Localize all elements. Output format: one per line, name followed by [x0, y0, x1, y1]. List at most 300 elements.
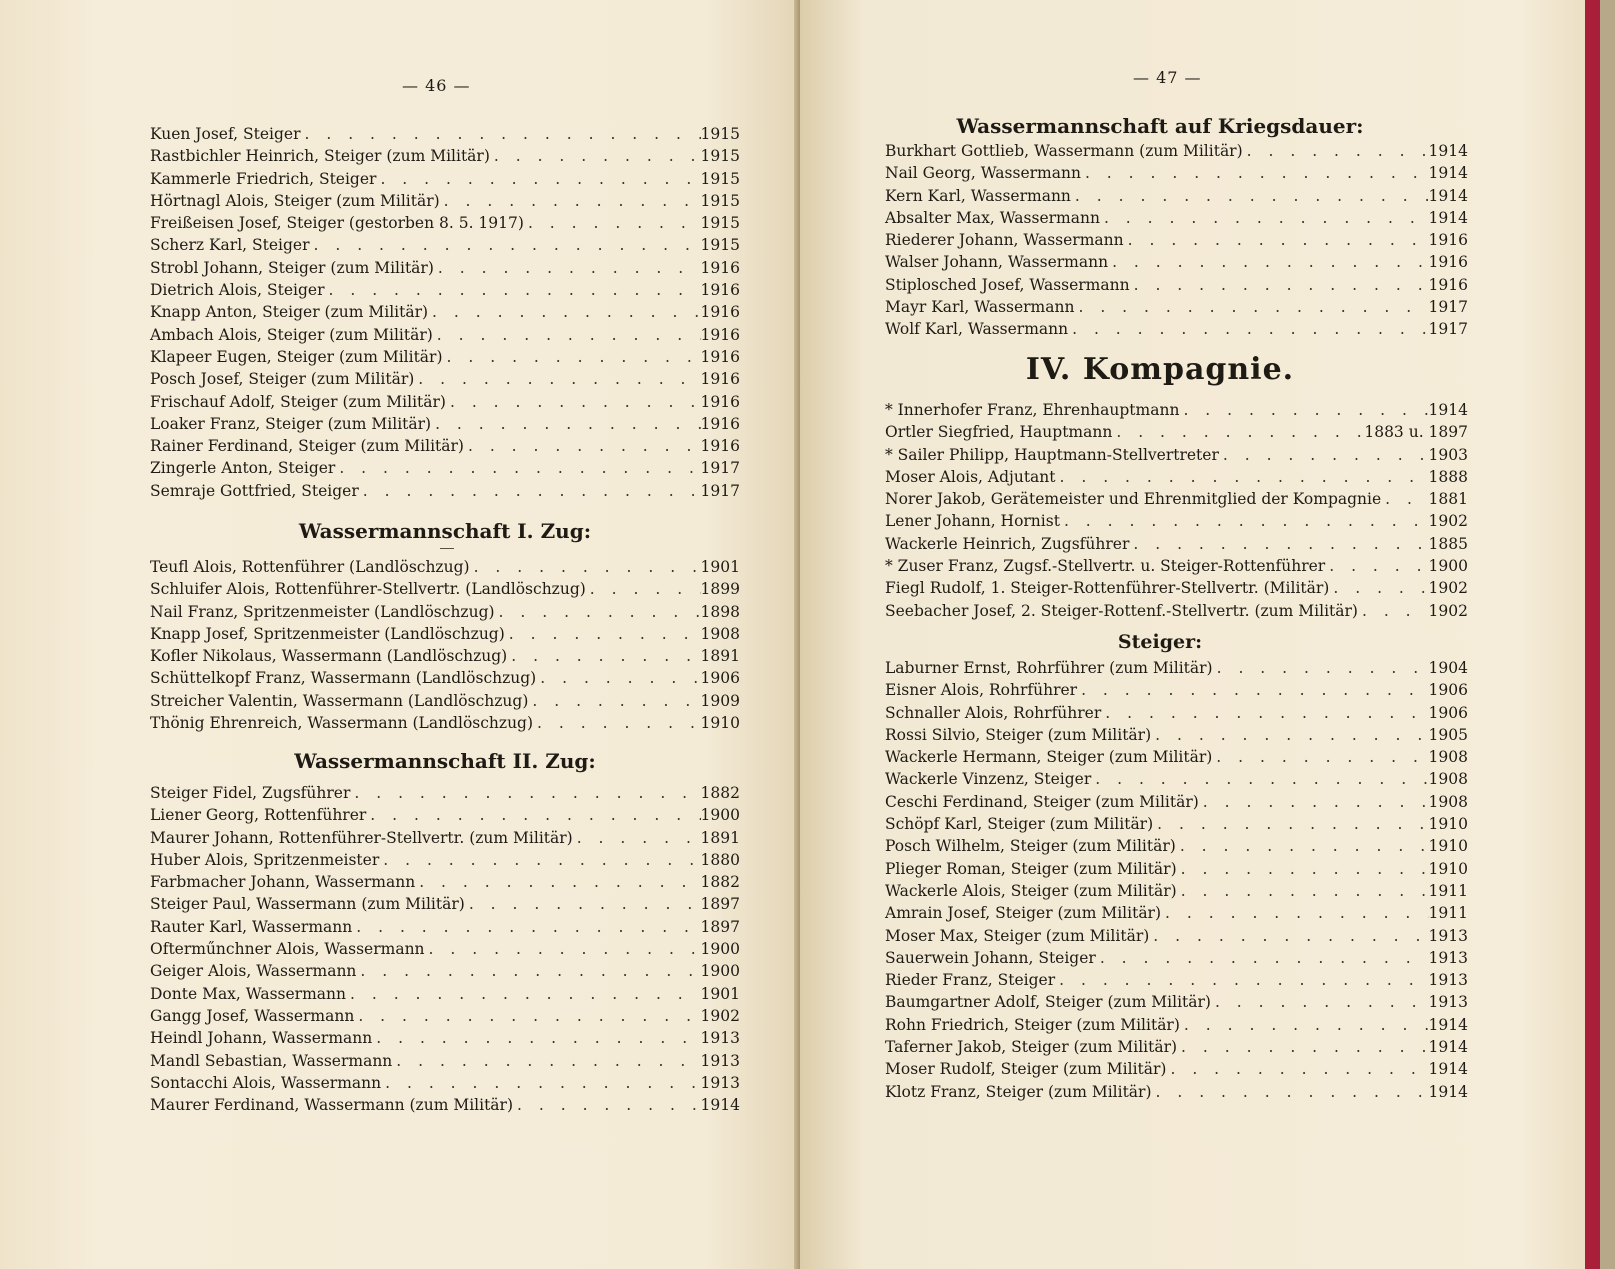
leader-dots [1124, 229, 1429, 251]
entry-name: Geiger Alois, Wassermann [150, 962, 357, 981]
list-item [885, 858, 1468, 880]
list-item [150, 190, 740, 212]
list-item [150, 1094, 740, 1116]
entry-year: 1916 [700, 392, 740, 411]
list-item [150, 168, 740, 190]
list-item [885, 533, 1468, 555]
entry-name: Thönig Ehrenreich, Wassermann (Landlöschzug) [150, 714, 534, 733]
entry-year: 1908 [1428, 792, 1468, 811]
leader-dots [1068, 318, 1428, 340]
entry-year: 1915 [700, 147, 740, 166]
leader-dots [1212, 746, 1428, 768]
entry-year: 1908 [1428, 748, 1468, 767]
list-item [885, 318, 1468, 340]
leader-dots [1213, 657, 1429, 679]
entry-name: Nail Franz, Spritzenmeister (Landlöschzug) [150, 602, 495, 621]
red-book-edge [1585, 0, 1600, 1269]
entry-name: Fiegl Rudolf, 1. Steiger-Rottenführer-Stellvertr. (Militär) [885, 579, 1330, 598]
entry-name: Ortler Siegfried, Hauptmann [885, 423, 1113, 442]
list-item [150, 849, 740, 871]
leader-dots [359, 480, 701, 502]
entry-name: Knapp Josef, Spritzenmeister (Landlöschzug) [150, 624, 505, 643]
list-item [150, 435, 740, 457]
section-title-zug-2: Wassermannschaft II. Zug: [294, 749, 596, 773]
list-item [150, 1050, 740, 1072]
leader-dots [1129, 533, 1428, 555]
entry-name: Hörtnagl Alois, Steiger (zum Militär) [150, 191, 440, 210]
list-steiger [885, 657, 1468, 1103]
leader-dots [1358, 600, 1429, 622]
leader-dots [1077, 679, 1428, 701]
entry-year: 1916 [700, 370, 740, 389]
entry-name: Moser Max, Steiger (zum Militär) [885, 926, 1150, 945]
leader-dots [1325, 555, 1428, 577]
list-item [150, 457, 740, 479]
entry-name: Lener Johann, Hornist [885, 512, 1060, 531]
list-zug-1 [150, 556, 740, 734]
entry-name: Klapeer Eugen, Steiger (zum Militär) [150, 347, 443, 366]
entry-name: Loaker Franz, Steiger (zum Militär) [150, 414, 432, 433]
leader-dots [372, 1027, 700, 1049]
list-item [150, 960, 740, 982]
entry-name: Kammerle Friedrich, Steiger [150, 169, 377, 188]
list-item [150, 413, 740, 435]
leader-dots [470, 556, 701, 578]
leader-dots [1177, 858, 1429, 880]
list-item [150, 893, 740, 915]
list-item [885, 813, 1468, 835]
entry-year: 1917 [700, 481, 740, 500]
entry-name: Liener Georg, Rottenführer [150, 806, 367, 825]
entry-name: Rastbichler Heinrich, Steiger (zum Militär) [150, 147, 490, 166]
list-item [150, 368, 740, 390]
entry-name: Gangg Josef, Wassermann [150, 1006, 355, 1025]
leader-dots [1176, 835, 1429, 857]
entry-year: 1914 [1428, 208, 1468, 227]
entry-name: Mandl Sebastian, Wassermann [150, 1051, 393, 1070]
list-item [885, 724, 1468, 746]
entry-year: 1914 [1428, 142, 1468, 160]
entry-name: Eisner Alois, Rohrführer [885, 681, 1078, 700]
leader-dots [356, 960, 700, 982]
entry-year: 1913 [700, 1051, 740, 1070]
entry-year: 1914 [1428, 1015, 1468, 1034]
entry-year: 1913 [1428, 948, 1468, 967]
leader-dots [433, 324, 701, 346]
list-item [150, 212, 740, 234]
list-item [150, 871, 740, 893]
leader-dots [1112, 421, 1364, 443]
entry-name: Sauerwein Johann, Steiger [885, 948, 1096, 967]
entry-year: 1908 [1428, 770, 1468, 789]
leader-dots [366, 804, 700, 826]
list-item [885, 600, 1468, 622]
entry-name: Rossi Silvio, Steiger (zum Militär) [885, 725, 1152, 744]
list-item [885, 746, 1468, 768]
entry-year: 1880 [700, 850, 740, 869]
list-item [885, 399, 1468, 421]
leader-dots [1101, 702, 1428, 724]
list-item [150, 623, 740, 645]
leader-dots [1071, 185, 1429, 207]
leader-dots [376, 168, 700, 190]
leader-dots [495, 601, 701, 623]
entry-year: 1902 [1428, 579, 1468, 598]
list-item [885, 657, 1468, 679]
leader-dots [490, 145, 701, 167]
leader-dots [1056, 466, 1429, 488]
leader-dots [431, 413, 700, 435]
entry-year: 1906 [700, 669, 740, 688]
entry-name: Kofler Nikolaus, Wassermann (Landlöschzug) [150, 647, 508, 666]
list-item [885, 969, 1468, 991]
entry-name: Scherz Karl, Steiger [150, 236, 310, 255]
entry-name: Laburner Ernst, Rohrführer (zum Militär) [885, 659, 1213, 677]
list-item [885, 577, 1468, 599]
leader-dots [464, 435, 701, 457]
entry-name: Zingerle Anton, Steiger [150, 459, 336, 478]
leader-dots [1130, 274, 1429, 296]
leader-dots [1152, 1081, 1429, 1103]
list-item [885, 1058, 1468, 1080]
list-item [150, 938, 740, 960]
page-number-47: — 47 — [1133, 68, 1202, 87]
entry-name: Wackerle Alois, Steiger (zum Militär) [885, 881, 1177, 900]
leader-dots [392, 1050, 700, 1072]
leader-dots [586, 578, 701, 600]
entry-year: 1916 [1428, 275, 1468, 294]
leader-dots [1329, 577, 1428, 599]
entry-name: * Zuser Franz, Zugsf.-Stellvertr. u. Steiger-Rottenführer [885, 557, 1326, 576]
entry-year: 1904 [1428, 659, 1468, 677]
entry-year: 1882 [700, 873, 740, 892]
entry-year: 1910 [1428, 815, 1468, 834]
leader-dots [425, 938, 701, 960]
entry-year: 1914 [1428, 164, 1468, 183]
list-item [150, 983, 740, 1005]
leader-dots [415, 871, 700, 893]
entry-name: Rainer Ferdinand, Steiger (zum Militär) [150, 437, 464, 456]
entry-name: * Innerhofer Franz, Ehrenhauptmann [885, 401, 1180, 419]
steiger-list-top [150, 123, 740, 502]
list-item [150, 556, 740, 578]
entry-year: 1916 [700, 281, 740, 300]
entry-name: * Sailer Philipp, Hauptmann-Stellvertreter [885, 445, 1219, 464]
list-item [885, 791, 1468, 813]
entry-name: Stiplosched Josef, Wassermann [885, 275, 1130, 294]
entry-year: 1910 [700, 714, 740, 733]
entry-year: 1891 [700, 647, 740, 666]
list-item [885, 947, 1468, 969]
entry-year: 1882 [700, 784, 740, 802]
entry-name: Posch Wilhelm, Steiger (zum Militär) [885, 837, 1176, 856]
entry-name: Steiger Fidel, Zugsführer [150, 784, 351, 802]
list-item [885, 880, 1468, 902]
list-item [885, 421, 1468, 443]
list-item [885, 296, 1468, 318]
entry-name: Posch Josef, Steiger (zum Militär) [150, 370, 415, 389]
entry-year: 1900 [1428, 557, 1468, 576]
list-item [150, 667, 740, 689]
leader-dots [1177, 880, 1429, 902]
entry-name: Rauter Karl, Wassermann [150, 917, 353, 936]
leader-dots [1151, 724, 1428, 746]
list-item [885, 510, 1468, 532]
entry-year: 1916 [700, 303, 740, 322]
entry-name: Ofterműnchner Alois, Wassermann [150, 940, 425, 959]
entry-year: 1914 [1428, 186, 1468, 205]
entry-name: Teufl Alois, Rottenführer (Landlöschzug) [150, 558, 470, 576]
entry-year: 1897 [700, 917, 740, 936]
section-title-zug-1: Wassermannschaft I. Zug: [298, 519, 592, 543]
list-item [150, 279, 740, 301]
entry-year: 1916 [1428, 253, 1468, 272]
list-item [885, 229, 1468, 251]
entry-name: Streicher Valentin, Wassermann (Landlöschzug) [150, 691, 529, 710]
leader-dots [379, 849, 700, 871]
leader-dots [536, 667, 700, 689]
leader-dots [573, 827, 701, 849]
list-item [885, 274, 1468, 296]
entry-year: 1902 [1428, 512, 1468, 531]
leader-dots [309, 234, 700, 256]
entry-name: Kuen Josef, Steiger [150, 125, 301, 143]
leader-dots [443, 346, 701, 368]
entry-name: Ceschi Ferdinand, Steiger (zum Militär) [885, 792, 1199, 811]
list-item [885, 555, 1468, 577]
entry-name: Strobl Johann, Steiger (zum Militär) [150, 258, 434, 277]
leader-dots [533, 712, 701, 734]
list-item [885, 835, 1468, 857]
entry-year: 1906 [1428, 703, 1468, 722]
entry-name: Semraje Gottfried, Steiger [150, 481, 359, 500]
entry-name: Maurer Ferdinand, Wassermann (zum Militär) [150, 1096, 514, 1115]
leader-dots [1108, 251, 1428, 273]
leader-dots [352, 916, 700, 938]
list-item [150, 827, 740, 849]
leader-dots [1180, 1014, 1429, 1036]
list-item [885, 162, 1468, 184]
entry-name: Norer Jakob, Gerätemeister und Ehrenmitglied der Kompagnie [885, 490, 1382, 509]
leader-dots [1199, 791, 1429, 813]
entry-name: Maurer Johann, Rottenführer-Stellvertr. (zum Militär) [150, 828, 573, 847]
entry-year: 1914 [700, 1096, 740, 1115]
list-item [150, 690, 740, 712]
entry-year: 1902 [1428, 601, 1468, 620]
leader-dots [324, 279, 700, 301]
list-item [150, 123, 740, 145]
left-page [0, 0, 800, 1269]
list-item [150, 1072, 740, 1094]
entry-year: 1888 [1428, 467, 1468, 486]
leader-dots [1100, 207, 1429, 229]
entry-name: Wolf Karl, Wassermann [885, 320, 1069, 339]
entry-name: Schöpf Karl, Steiger (zum Militär) [885, 815, 1154, 834]
leader-dots [1177, 1036, 1429, 1058]
entry-name: Moser Alois, Adjutant [885, 467, 1056, 486]
entry-year: 1898 [700, 602, 740, 621]
entry-year: 1900 [700, 940, 740, 959]
entry-year: 1911 [1428, 881, 1468, 900]
entry-year: 1902 [700, 1006, 740, 1025]
list-item [150, 391, 740, 413]
entry-year: 1913 [700, 1029, 740, 1048]
list-item [885, 768, 1468, 790]
leader-dots [346, 983, 701, 1005]
list-item [885, 902, 1468, 924]
section-divider [440, 548, 454, 549]
list-item [150, 145, 740, 167]
entry-name: Farbmacher Johann, Wassermann [150, 873, 416, 892]
entry-name: Frischauf Adolf, Steiger (zum Militär) [150, 392, 446, 411]
list-item [150, 916, 740, 938]
list-item [885, 207, 1468, 229]
entry-name: Absalter Max, Wassermann [885, 208, 1100, 227]
entry-year: 1915 [700, 214, 740, 233]
entry-year: 1901 [700, 984, 740, 1003]
entry-name: Moser Rudolf, Steiger (zum Militär) [885, 1060, 1167, 1079]
leader-dots [465, 893, 701, 915]
entry-name: Rieder Franz, Steiger [885, 971, 1056, 990]
entry-name: Riederer Johann, Wassermann [885, 231, 1124, 250]
entry-year: 1897 [700, 895, 740, 914]
list-item [885, 1014, 1468, 1036]
list-item [150, 782, 740, 804]
leader-dots [1091, 768, 1428, 790]
entry-year: 1915 [700, 191, 740, 210]
list-officers [885, 399, 1468, 622]
entry-year: 1915 [700, 125, 740, 143]
list-item [885, 925, 1468, 947]
list-item [885, 140, 1468, 162]
entry-name: Amrain Josef, Steiger (zum Militär) [885, 904, 1162, 923]
entry-year: 1905 [1428, 725, 1468, 744]
list-item [150, 601, 740, 623]
entry-name: Kern Karl, Wassermann [885, 186, 1071, 205]
entry-year: 1881 [1428, 490, 1468, 509]
entry-year: 1900 [700, 962, 740, 981]
entry-name: Klotz Franz, Steiger (zum Militär) [885, 1082, 1152, 1101]
entry-name: Sontacchi Alois, Wassermann [150, 1073, 382, 1092]
entry-name: Burkhart Gottlieb, Wassermann (zum Militär) [885, 142, 1243, 160]
entry-year: 1915 [700, 236, 740, 255]
list-item [150, 1027, 740, 1049]
leader-dots [1153, 813, 1428, 835]
entry-year: 1917 [1428, 320, 1468, 339]
list-item [150, 324, 740, 346]
entry-year: 1913 [700, 1073, 740, 1092]
entry-name: Schluifer Alois, Rottenführer-Stellvertr. (Landlöschzug) [150, 580, 586, 599]
leader-dots [1211, 991, 1429, 1013]
entry-year: 1910 [1428, 859, 1468, 878]
entry-name: Heindl Johann, Wassermann [150, 1029, 373, 1048]
entry-year: 1891 [700, 828, 740, 847]
entry-year: 1914 [1428, 1038, 1468, 1057]
entry-name: Rohn Friedrich, Steiger (zum Militär) [885, 1015, 1180, 1034]
list-item [150, 346, 740, 368]
leader-dots [354, 1005, 700, 1027]
leader-dots [505, 623, 701, 645]
entry-name: Wackerle Hermann, Steiger (zum Militär) [885, 748, 1213, 767]
entry-year: 1917 [1428, 298, 1468, 317]
right-page [800, 0, 1600, 1269]
leader-dots [513, 1094, 701, 1116]
list-item [885, 991, 1468, 1013]
entry-year: 1916 [1428, 231, 1468, 250]
entry-year: 1915 [700, 169, 740, 188]
leader-dots [1179, 399, 1428, 421]
list-item [885, 1081, 1468, 1103]
entry-year: 1916 [700, 258, 740, 277]
leader-dots [414, 368, 700, 390]
entry-name: Mayr Karl, Wassermann [885, 298, 1075, 317]
leader-dots [440, 190, 701, 212]
entry-year: 1903 [1428, 445, 1468, 464]
leader-dots [1149, 925, 1428, 947]
leader-dots [1219, 444, 1429, 466]
leader-dots [1166, 1058, 1428, 1080]
entry-year: 1906 [1428, 681, 1468, 700]
list-item [885, 466, 1468, 488]
page-number-46: — 46 — [402, 76, 471, 95]
list-kriegsdauer [885, 140, 1468, 341]
leader-dots [381, 1072, 700, 1094]
list-item [150, 645, 740, 667]
list-item [885, 185, 1468, 207]
list-item [150, 1005, 740, 1027]
entry-name: Dietrich Alois, Steiger [150, 281, 325, 300]
leader-dots [507, 645, 700, 667]
entry-name: Steiger Paul, Wassermann (zum Militär) [150, 895, 465, 914]
entry-name: Seebacher Josef, 2. Steiger-Rottenf.-Stellvertr. (zum Militär) [885, 601, 1358, 620]
entry-year: 1911 [1428, 904, 1468, 923]
entry-year: 1913 [1428, 971, 1468, 990]
entry-year: 1914 [1428, 1060, 1468, 1079]
leader-dots [1081, 162, 1429, 184]
list-item [150, 480, 740, 502]
leader-dots [350, 782, 700, 804]
entry-name: Wackerle Heinrich, Zugsführer [885, 534, 1130, 553]
leader-dots [524, 212, 701, 234]
entry-name: Wackerle Vinzenz, Steiger [885, 770, 1092, 789]
entry-name: Plieger Roman, Steiger (zum Militär) [885, 859, 1177, 878]
entry-year: 1914 [1428, 401, 1468, 419]
entry-year: 1908 [700, 624, 740, 643]
entry-name: Knapp Anton, Steiger (zum Militär) [150, 303, 429, 322]
list-item [150, 301, 740, 323]
section-title-kriegsdauer: Wassermannschaft auf Kriegsdauer: [956, 114, 1364, 138]
entry-year: 1900 [700, 806, 740, 825]
list-item [150, 234, 740, 256]
leader-dots [1096, 947, 1429, 969]
entry-year: 1917 [700, 459, 740, 478]
entry-year: 1883 u. 1897 [1364, 423, 1468, 442]
leader-dots [434, 257, 701, 279]
leader-dots [1161, 902, 1429, 924]
list-item [885, 702, 1468, 724]
entry-name: Ambach Alois, Steiger (zum Militär) [150, 325, 433, 344]
leader-dots [528, 690, 700, 712]
entry-name: Schnaller Alois, Rohrführer [885, 703, 1102, 722]
entry-name: Taferner Jakob, Steiger (zum Militär) [885, 1038, 1178, 1057]
entry-name: Huber Alois, Spritzenmeister [150, 850, 380, 869]
list-item [885, 444, 1468, 466]
list-item [885, 251, 1468, 273]
leader-dots [301, 123, 701, 145]
entry-year: 1909 [700, 691, 740, 710]
list-item [150, 712, 740, 734]
list-item [885, 1036, 1468, 1058]
